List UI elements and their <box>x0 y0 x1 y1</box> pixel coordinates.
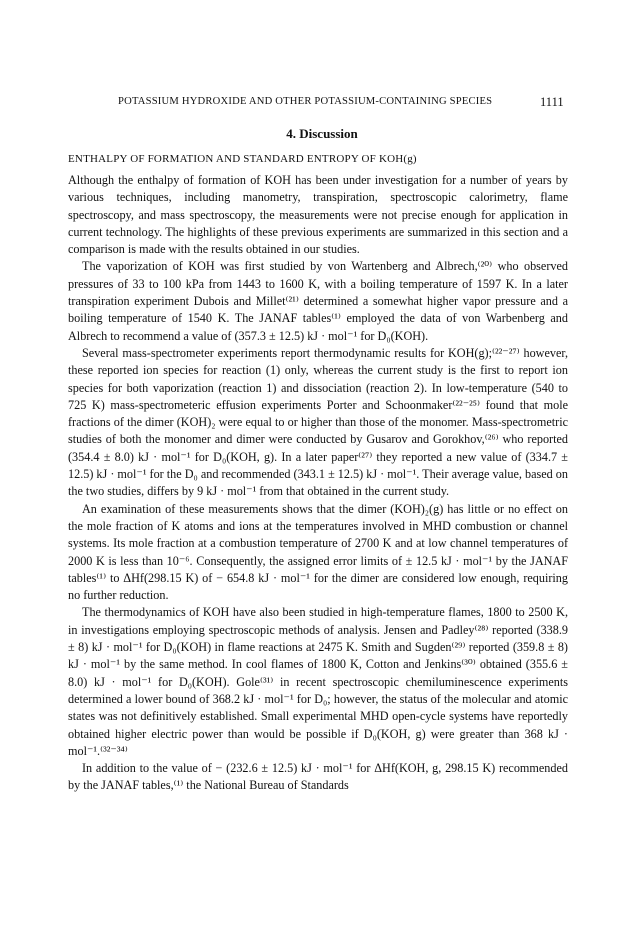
section-heading: 4. Discussion <box>286 126 358 141</box>
body-text <box>68 172 568 795</box>
paragraph-3: Several mass-spectrometer experiments report thermodynamic results for KOH(g);⁽²²⁻²⁷⁾ however, these reported ion species for reaction (1) only, whereas the current study is the first to report ion species for both vaporization (reaction 1) and dissociation (reaction 2). In low-temperature (540 to 725 K) mass-spectrometeric effusion experiments Porter and Schoonmaker⁽²²⁻²⁵⁾ found that mole fractions of the dimer (KOH)₂ were equal to or higher than those of the monomer. Mass-spectrometric studies of both the monomer and dimer were conducted by Gusarov and Gorokhov,⁽²⁶⁾ who reported (354.4 ± 8.0) kJ · mol⁻¹ for D₀(KOH, g). In a later paper⁽²⁷⁾ they reported a new value of (334.7 ± 12.5) kJ · mol⁻¹ for the D₀ and recommended (343.1 ± 12.5) kJ · mol⁻¹. Their average value, based on the two studies, differs by 9 kJ · mol⁻¹ from that obtained in the current study. <box>68 345 568 499</box>
paragraph-2: The vaporization of KOH was first studied by von Wartenberg and Albrech,⁽²⁰⁾ who observed pressures of 33 to 100 kPa from 1443 to 1600 K, with a boiling temperature of 1597 K. In a later transpiration experiment Dubois and Millet⁽²¹⁾ determined a somewhat higher vapor pressure and a boiling temperature of 1540 K. The JANAF tables⁽¹⁾ employed the data of von Warbenberg and Albrech to recommend a value of (357.3 ± 12.5) kJ · mol⁻¹ for D₀(KOH). <box>68 259 568 343</box>
paragraph-5: The thermodynamics of KOH have also been studied in high-temperature flames, 1800 to 2500 K, in investigations employing spectroscopic methods of analysis. Jensen and Padley⁽²⁸⁾ reported (338.9 ± 8) kJ · mol⁻¹ for D₀(KOH) in flame reactions at 2475 K. Smith and Sugden⁽²⁹⁾ reported (359.8 ± 8) kJ · mol⁻¹ by the same method. In cool flames of 1800 K, Cotton and Jenkins⁽³⁰⁾ obtained (355.6 ± 8.0) kJ · mol⁻¹ for D₀(KOH). Gole⁽³¹⁾ in recent spectroscopic chemiluminescence experiments determined a lower bound of 368.2 kJ · mol⁻¹ for D₀; however, the status of the molecular and atomic states was not definitively established. Small experimental MHD open-cycle systems have reportedly obtained higher electric power than would be possible if D₀(KOH, g) were greater than 368 kJ · mol⁻¹.⁽³²⁻³⁴⁾ <box>68 605 568 758</box>
running-head <box>0 96 644 116</box>
running-head-title: POTASSIUM HYDROXIDE AND OTHER POTASSIUM-CONTAINING SPECIES <box>118 96 493 107</box>
paragraph-4: An examination of these measurements shows that the dimer (KOH)₂(g) has little or no effect on the mole fraction of K atoms and ions at the temperatures involved in MHD combustion or channel systems. Its mole fraction at a combustion temperature of 2700 K and at low channel temperatures of 2000 K is less than 10⁻⁶. Consequently, the assigned error limits of ± 12.5 kJ · mol⁻¹ by the JANAF tables⁽¹⁾ to ΔHf(298.15 K) of − 654.8 kJ · mol⁻¹ for the dimer are considered low enough, requiring no further reduction. <box>68 501 568 603</box>
paragraph-6: In addition to the value of − (232.6 ± 12.5) kJ · mol⁻¹ for ΔHf(KOH, g, 298.15 K) recommended by the JANAF tables,⁽¹⁾ the National Bureau of Standards <box>68 761 568 793</box>
page-number: 1111 <box>540 95 564 109</box>
subsection-heading: ENTHALPY OF FORMATION AND STANDARD ENTROPY OF KOH(g) <box>68 153 417 165</box>
paragraph-1: Although the enthalpy of formation of KOH has been under investigation for a number of years by various techniques, including manometry, transpiration, spectroscopic calorimetry, flame spectroscopy, and mass spectroscopy, the measurements were not precise enough for application in current technology. The highlights of these previous experiments are summarized in this section and a comparison is made with the results obtained in our studies. <box>68 173 568 257</box>
